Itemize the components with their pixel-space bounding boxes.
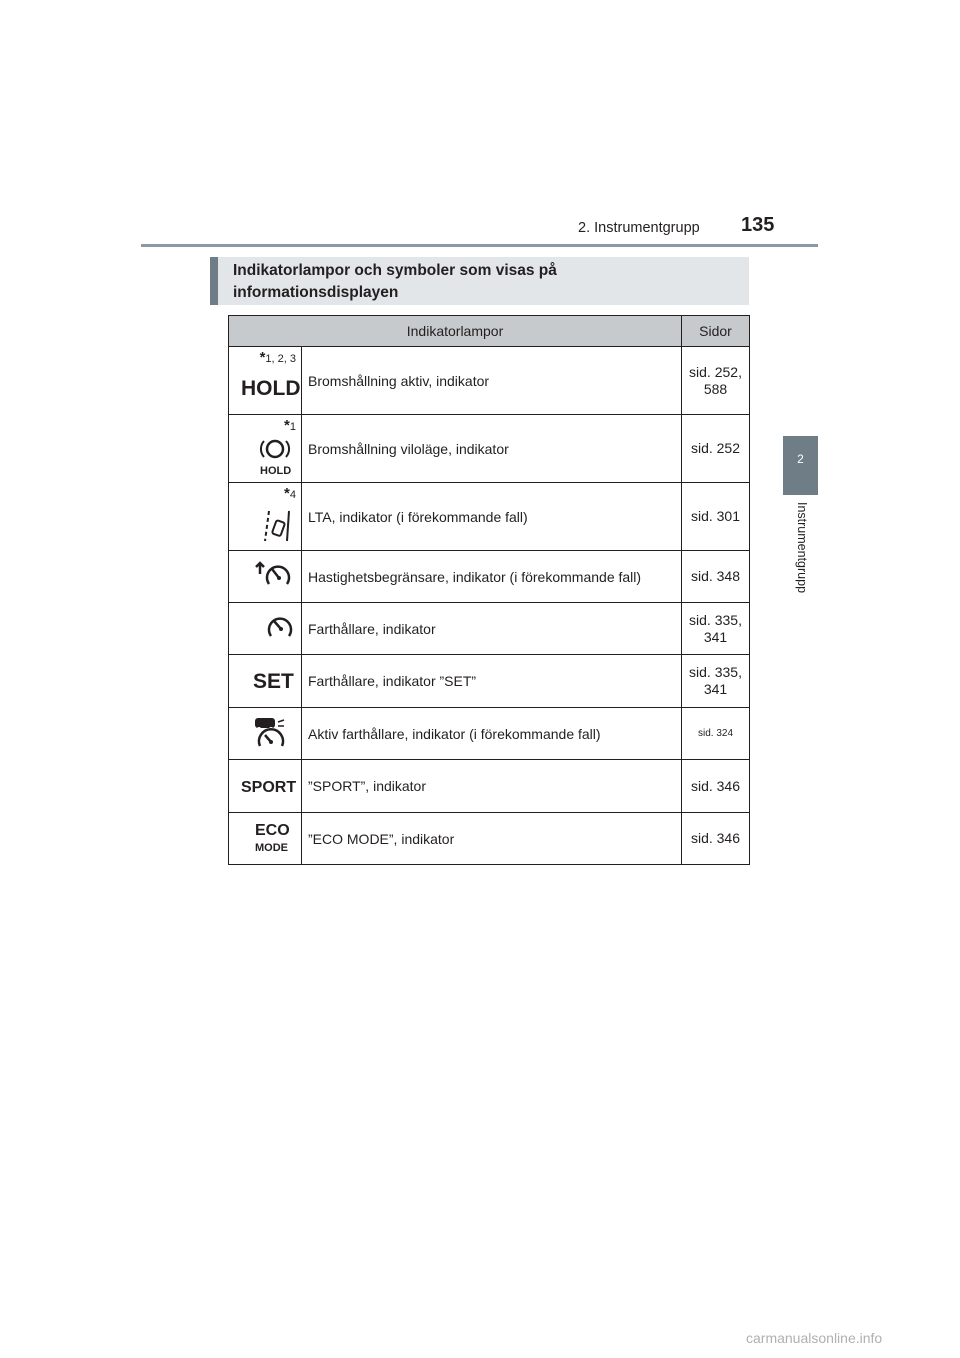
chapter-tab[interactable]: [783, 436, 818, 495]
page-cell: [682, 347, 750, 415]
hold-icon: [241, 375, 301, 402]
page-cell: [682, 760, 750, 813]
page-cell: [682, 551, 750, 603]
sport-icon: [241, 774, 297, 799]
icon-cell: [229, 760, 302, 813]
indicator-table: [228, 315, 750, 865]
description-cell: ”SPORT”, indikator: [302, 760, 682, 813]
svg-text:SET: SET: [253, 669, 294, 693]
page-cell: [682, 655, 750, 708]
icon-cell: [229, 813, 302, 865]
set-icon: [253, 668, 293, 695]
description-cell: Hastighetsbegränsare, indikator (i förekommande fall): [302, 551, 682, 603]
page-link[interactable]: 341: [703, 681, 728, 697]
svg-text:HOLD: HOLD: [241, 377, 301, 400]
page-link[interactable]: sid. 252,: [689, 363, 742, 380]
icon-cell: [229, 551, 302, 603]
hold-standby-icon: [257, 436, 293, 479]
description-cell: LTA, indikator (i förekommande fall): [302, 483, 682, 551]
column-header-pages: Sidor: [682, 316, 750, 347]
page-cell: [682, 603, 750, 655]
table-row: [229, 655, 750, 708]
footnote-mark: *4: [284, 485, 296, 502]
page-link[interactable]: sid. 301: [690, 508, 741, 524]
watermark: carmanualsonline.info: [746, 1330, 883, 1346]
speed-limiter-icon: [253, 560, 293, 593]
section-title-line-1: Indikatorlampor och symboler som visas på: [233, 262, 557, 279]
page-link[interactable]: 341: [703, 628, 728, 645]
table-row: [229, 760, 750, 813]
page-link[interactable]: sid. 346: [690, 830, 741, 846]
page-link[interactable]: sid. 346: [690, 777, 741, 794]
svg-text:HOLD: HOLD: [260, 465, 292, 477]
table-row: [229, 415, 750, 483]
lta-icon: [263, 507, 293, 546]
page-link[interactable]: sid. 335,: [689, 611, 742, 628]
table-header-row: [229, 316, 750, 347]
page-cell: [682, 813, 750, 865]
page-cell: [682, 415, 750, 483]
page-link[interactable]: sid. 252: [690, 440, 741, 456]
icon-cell: [229, 415, 302, 483]
icon-cell: [229, 483, 302, 551]
description-cell: Bromshållning viloläge, indikator: [302, 415, 682, 483]
section-title: [210, 257, 749, 305]
description-cell: Farthållare, indikator: [302, 603, 682, 655]
page-number: 135: [741, 214, 775, 236]
footnote-mark: *1: [284, 417, 296, 434]
icon-cell: [229, 347, 302, 415]
table-row: [229, 813, 750, 865]
page-cell: [682, 708, 750, 760]
chapter-title: 2. Instrumentgrupp: [578, 220, 700, 236]
table-row: [229, 708, 750, 760]
description-cell: Aktiv farthållare, indikator (i förekommande fall): [302, 708, 682, 760]
header-divider: [141, 244, 818, 247]
table-row: [229, 483, 750, 551]
svg-text:ECO: ECO: [255, 822, 290, 839]
chapter-tab-number: 2: [797, 452, 804, 466]
table-row: [229, 551, 750, 603]
description-cell: ”ECO MODE”, indikator: [302, 813, 682, 865]
icon-cell: [229, 603, 302, 655]
description-cell: Bromshållning aktiv, indikator: [302, 347, 682, 415]
footnote-mark: *1, 2, 3: [259, 349, 296, 366]
page-link[interactable]: sid. 324: [697, 728, 734, 739]
icon-cell: [229, 655, 302, 708]
column-header-indicators: Indikatorlampor: [229, 316, 682, 347]
radar-cruise-icon: [251, 716, 293, 751]
chapter-tab-label: Instrumentgrupp: [795, 502, 809, 594]
description-cell: Farthållare, indikator ”SET”: [302, 655, 682, 708]
page-cell: [682, 483, 750, 551]
svg-text:MODE: MODE: [255, 842, 288, 854]
cruise-control-icon: [267, 614, 293, 643]
page-link[interactable]: 588: [703, 380, 728, 397]
page-link[interactable]: sid. 348: [690, 568, 741, 584]
section-title-line-2: informationsdisplayen: [233, 284, 399, 301]
icon-cell: [229, 708, 302, 760]
page-link[interactable]: sid. 335,: [689, 664, 742, 680]
eco-mode-icon: [253, 819, 293, 858]
table-row: [229, 603, 750, 655]
table-row: [229, 347, 750, 415]
svg-text:SPORT: SPORT: [241, 778, 297, 796]
